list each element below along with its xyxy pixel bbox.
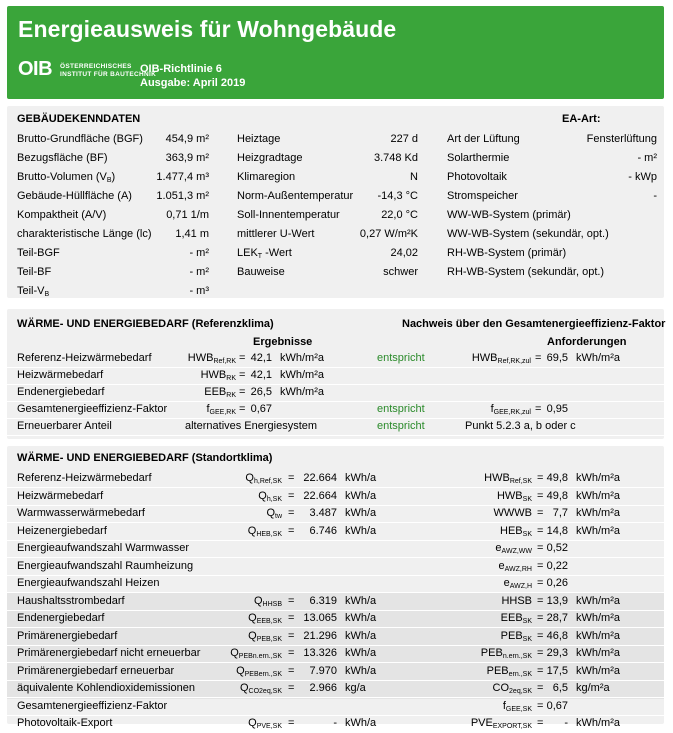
- standort-req-symbol: [501, 595, 532, 609]
- row-divider: [7, 627, 664, 628]
- richtlinie-label: OIB-Richtlinie 6: [140, 63, 222, 75]
- row-divider: [7, 645, 664, 646]
- kenndaten-label-base: LEK: [237, 247, 258, 259]
- standort-row-value: 6.319: [309, 594, 337, 607]
- kenndaten-value: 1,41 m: [175, 228, 209, 240]
- kenndaten-label: Teil-BF: [17, 266, 52, 278]
- standort-row-value: 13.065: [303, 612, 337, 624]
- standort-row-eq: =: [288, 489, 295, 502]
- standort-req-symbol-sub: SK: [522, 618, 532, 625]
- standort-req-unit: kWh/m²a: [576, 612, 620, 624]
- standort-row-label: Heizwärmebedarf: [17, 489, 104, 502]
- kenndaten-value: -14,3 °C: [377, 190, 418, 202]
- standort-req-eq: =: [537, 647, 544, 659]
- kenndaten-value: 3.748 Kd: [373, 152, 418, 164]
- standort-row-eq: =: [288, 647, 295, 659]
- standort-req-symbol-base: f: [502, 699, 506, 712]
- standort-row-symbol: [236, 665, 282, 679]
- standort-req-value: 0,52: [546, 542, 568, 554]
- kenndaten-label: Stromspeicher: [447, 190, 518, 202]
- kenndaten-label: Norm-Außentemperatur: [237, 190, 354, 202]
- gebaeudekenndaten-panel: [7, 106, 664, 298]
- standort-req-symbol: [497, 490, 532, 504]
- referenz-row-unit: kWh/m²a: [280, 369, 324, 381]
- standort-req-eq: =: [537, 524, 544, 537]
- referenz-row-label: Gesamtenergieeffizienz-Faktor: [17, 403, 168, 415]
- row-divider: [7, 680, 664, 681]
- kenndaten-label-sub: B: [106, 177, 112, 184]
- kenndaten-label-post: -Wert: [262, 247, 292, 259]
- nachweis-heading: Nachweis über den Gesamtenergieeffizienz-Faktor: [402, 318, 666, 330]
- standort-row-symbol: [248, 717, 282, 731]
- referenz-req-symbol-base: HWB: [471, 352, 498, 364]
- standort-row-unit: kWh/a: [345, 612, 377, 624]
- standort-req-value: 0,26: [546, 577, 568, 589]
- kenndaten-value: 0,71 1/m: [166, 209, 209, 221]
- standort-req-value: 7,7: [552, 507, 568, 519]
- standort-req-symbol-base: HWB: [496, 489, 523, 502]
- standort-row-label: Energieaufwandszahl Heizen: [17, 577, 160, 589]
- standort-row-symbol-sub: PEBn.ern.,SK: [238, 653, 282, 660]
- standort-row-symbol-sub: h,Ref,SK: [253, 478, 282, 485]
- standort-req-symbol-base: e: [495, 542, 502, 554]
- standort-req-symbol-base: e: [503, 577, 510, 589]
- standort-row-label: Photovoltaik-Export: [17, 717, 113, 729]
- kenndaten-heading: GEBÄUDEKENNDATEN: [17, 113, 141, 125]
- standort-req-unit: kWh/m²a: [576, 524, 620, 537]
- kenndaten-value: 0,27 W/m²K: [359, 228, 418, 240]
- standort-req-value: 46,8: [546, 629, 568, 642]
- referenz-row-symbol: [201, 369, 236, 383]
- standort-row-symbol: [254, 595, 282, 609]
- standort-req-eq: =: [537, 682, 544, 694]
- standort-req-eq: =: [537, 472, 544, 484]
- standort-req-symbol: [503, 700, 532, 714]
- referenz-req-symbol: [472, 352, 531, 366]
- standort-req-eq: =: [537, 629, 544, 642]
- standort-row-symbol-base: Q: [248, 717, 257, 729]
- standort-row-symbol-base: Q: [230, 647, 239, 659]
- standort-req-symbol-sub: AWZ,WW: [501, 548, 532, 555]
- standort-row-label: Heizenergiebedarf: [17, 524, 107, 537]
- referenz-row-symbol: [206, 403, 236, 417]
- kenndaten-value: N: [410, 171, 418, 183]
- referenz-req-symbol-base: f: [490, 403, 494, 415]
- standort-req-symbol: [499, 560, 532, 574]
- standort-req-symbol-sub: Ref,SK: [509, 478, 532, 485]
- row-divider: [7, 592, 664, 593]
- referenz-row-label: Heizwärmebedarf: [17, 369, 104, 381]
- standort-row-symbol-base: Q: [248, 612, 257, 624]
- standort-row-eq: =: [288, 664, 295, 677]
- standort-req-eq: =: [537, 489, 544, 502]
- referenz-req-symbol: [491, 403, 531, 417]
- standort-req-eq: =: [537, 717, 544, 729]
- standort-req-unit: kWh/m²a: [576, 647, 620, 659]
- standort-heading: WÄRME- UND ENERGIEBEDARF (Standortklima): [17, 452, 273, 464]
- kenndaten-value: -: [653, 190, 657, 202]
- kenndaten-value: 1.051,3 m²: [156, 190, 209, 202]
- ergebnisse-heading: Ergebnisse: [253, 336, 313, 348]
- standort-row-label: Referenz-Heizwärmebedarf: [17, 472, 152, 484]
- standort-row-value: 3.487: [309, 507, 337, 519]
- referenz-row-value: 42,1: [250, 352, 272, 364]
- standort-row-symbol-sub: PVE,SK: [256, 723, 282, 730]
- standort-row-symbol: [258, 490, 282, 504]
- standort-req-eq: =: [537, 507, 544, 519]
- referenz-row-status: entspricht: [377, 403, 425, 415]
- kenndaten-label: charakteristische Länge (lc): [17, 228, 152, 240]
- standort-row-value: 13.326: [303, 647, 337, 659]
- referenz-req-symbol-sub: GEE,RK,zul: [493, 409, 531, 416]
- standort-row-label: Energieaufwandszahl Raumheizung: [17, 559, 194, 572]
- standort-row-symbol-sub: HHSB: [262, 600, 282, 608]
- standort-row-label: äquivalente Kohlendioxidemissionen: [17, 682, 195, 694]
- standort-req-value: -: [564, 717, 568, 729]
- standort-row-value: 21.296: [303, 629, 337, 642]
- standort-req-symbol-base: WWWB: [493, 507, 532, 519]
- standort-req-symbol: [501, 630, 532, 644]
- referenz-req-value: 69,5: [546, 352, 568, 364]
- standort-row-symbol-sub: PEBern.,SK: [244, 670, 282, 678]
- standort-req-symbol-sub: SK: [522, 635, 532, 643]
- standort-row-symbol-base: Q: [253, 594, 263, 607]
- kenndaten-label: WW-WB-System (sekundär, opt.): [447, 228, 609, 240]
- kenndaten-label: Art der Lüftung: [447, 133, 520, 145]
- standort-row-eq: =: [288, 507, 295, 519]
- referenz-row-symbol: [188, 352, 236, 366]
- kenndaten-label: [237, 247, 292, 261]
- standort-row-symbol-sub: h,SK: [266, 495, 282, 503]
- standort-row-value: 22.664: [303, 472, 337, 484]
- ea-art-label: EA-Art:: [562, 113, 601, 125]
- standort-req-unit: kWh/m²a: [576, 507, 620, 519]
- standort-row-label: Haushaltsstrombedarf: [17, 594, 125, 607]
- standort-row-symbol-base: Q: [239, 682, 249, 694]
- row-divider: [7, 540, 664, 541]
- referenz-row-symbol-base: f: [206, 403, 210, 415]
- standort-req-value: 0,67: [546, 699, 568, 712]
- standort-row-unit: kWh/a: [345, 507, 377, 519]
- standort-row-label: Gesamtenergieeffizienz-Faktor: [17, 699, 168, 712]
- anforderungen-heading: Anforderungen: [547, 336, 627, 348]
- referenz-row-symbol-base: HWB: [187, 352, 214, 364]
- standort-req-unit: kWh/m²a: [576, 472, 620, 484]
- standort-row-symbol-sub: PEB,SK: [256, 635, 282, 643]
- standort-row-symbol-sub: tw: [275, 513, 282, 520]
- standort-req-symbol-base: PVE: [470, 717, 493, 729]
- standort-req-symbol-base: PEB: [480, 647, 503, 659]
- standort-row-unit: kWh/a: [345, 664, 377, 677]
- kenndaten-value: 24,02: [390, 247, 418, 259]
- referenz-row-symbol-base: HWB: [200, 369, 227, 381]
- kenndaten-label-sub: B: [44, 291, 50, 298]
- oib-logo-sub1: ÖSTERREICHISCHES: [60, 63, 132, 70]
- kenndaten-label-base: Brutto-Volumen (V: [17, 171, 107, 183]
- standort-req-symbol-sub: SK: [522, 495, 532, 503]
- kenndaten-value: - m²: [189, 247, 209, 259]
- row-divider: [7, 575, 664, 576]
- standort-row-unit: kWh/a: [345, 647, 377, 659]
- referenz-row-eq: =: [239, 369, 246, 381]
- referenz-req-eq: =: [535, 403, 542, 415]
- standort-req-value: 29,3: [546, 647, 568, 659]
- standort-row-symbol-sub: CO2eq,SK: [248, 688, 282, 695]
- row-divider: [7, 715, 664, 716]
- referenz-row-unit: kWh/m²a: [280, 386, 324, 398]
- referenz-row-symbol-sub: RK: [226, 375, 236, 382]
- standort-req-symbol: [501, 612, 532, 626]
- kenndaten-value: - kWp: [628, 171, 657, 183]
- kenndaten-label: Photovoltaik: [447, 171, 507, 183]
- erneuerbar-req: Punkt 5.2.3 a, b oder c: [465, 420, 576, 432]
- standort-req-unit: kWh/m²a: [576, 629, 620, 642]
- oib-logo-text: OIB: [18, 58, 53, 80]
- page-title: Energieausweis für Wohngebäude: [18, 16, 397, 42]
- standort-row-eq: =: [288, 717, 295, 729]
- standort-req-symbol: [481, 647, 532, 661]
- row-divider: [7, 418, 664, 419]
- standort-row-label: Primärenergiebedarf nicht erneuerbar: [17, 647, 201, 659]
- standort-row-symbol-sub: EEB,SK: [256, 618, 282, 625]
- standort-row-unit: kg/a: [345, 682, 366, 694]
- referenz-req-eq: =: [535, 352, 542, 364]
- standort-req-symbol-base: PEB: [500, 629, 523, 642]
- standort-req-unit: kg/m²a: [576, 682, 610, 694]
- row-divider: [7, 557, 664, 558]
- referenz-row-value: 26,5: [250, 386, 272, 398]
- standort-req-value: 13,9: [546, 594, 568, 607]
- standort-req-symbol-sub: ern.,SK: [508, 670, 532, 678]
- standort-row-unit: kWh/a: [345, 472, 377, 484]
- standort-row-symbol-base: Q: [247, 524, 257, 537]
- standort-req-symbol-sub: SK: [522, 530, 532, 538]
- standort-row-symbol-base: Q: [248, 629, 257, 642]
- kenndaten-label: [17, 171, 115, 185]
- referenz-row-value: 0,67: [250, 403, 272, 415]
- row-divider: [7, 662, 664, 663]
- referenz-req-value: 0,95: [546, 403, 568, 415]
- referenz-row-eq: =: [239, 386, 246, 398]
- referenz-req-symbol-sub: Ref,RK,zul: [497, 358, 531, 365]
- standort-row-eq: =: [288, 472, 295, 484]
- kenndaten-value: Fensterlüftung: [586, 133, 657, 145]
- kenndaten-label: RH-WB-System (sekundär, opt.): [447, 266, 605, 278]
- standort-req-symbol: [493, 682, 532, 696]
- standort-row-eq: =: [288, 682, 295, 694]
- referenz-row-unit: kWh/m²a: [280, 352, 324, 364]
- standort-req-eq: =: [537, 542, 544, 554]
- standort-row-unit: kWh/a: [345, 629, 377, 642]
- standort-row-value: 6.746: [309, 524, 337, 537]
- standortklima-panel: [7, 446, 664, 730]
- standort-row-eq: =: [288, 612, 295, 624]
- header-banner: [7, 6, 664, 99]
- kenndaten-value: - m²: [637, 152, 657, 164]
- standort-req-value: 14,8: [546, 524, 568, 537]
- standort-row-symbol-base: Q: [236, 664, 245, 677]
- standort-req-symbol-base: PEB: [486, 664, 509, 677]
- standort-row-value: 22.664: [303, 489, 337, 502]
- kenndaten-label: [17, 285, 49, 299]
- standort-row-value: 7.970: [309, 664, 337, 677]
- standort-row-unit: kWh/a: [345, 524, 377, 537]
- kenndaten-label-base: Teil-V: [17, 285, 45, 297]
- standort-req-symbol: [500, 525, 532, 539]
- standort-req-eq: =: [537, 577, 544, 589]
- kenndaten-label: Teil-BGF: [17, 247, 60, 259]
- standort-row-unit: kWh/a: [345, 489, 377, 502]
- kenndaten-label: Heizgradtage: [237, 152, 303, 164]
- standort-req-symbol-base: EEB: [500, 612, 523, 624]
- standort-row-symbol-sub: HEB,SK: [256, 530, 282, 538]
- standort-req-unit: kWh/m²a: [576, 717, 620, 729]
- standort-row-eq: =: [288, 629, 295, 642]
- kenndaten-label: Bezugsfläche (BF): [17, 152, 108, 164]
- kenndaten-label: RH-WB-System (primär): [447, 247, 567, 259]
- referenz-row-label: Endenergiebedarf: [17, 386, 105, 398]
- standort-row-label: Warmwasserwärmebedarf: [17, 507, 145, 519]
- standort-row-value: 2.966: [309, 682, 337, 694]
- standort-req-symbol: [504, 577, 532, 591]
- standort-row-symbol: [248, 525, 282, 539]
- standort-row-value: -: [333, 717, 337, 729]
- standort-req-symbol: [495, 542, 532, 556]
- standort-req-value: 28,7: [546, 612, 568, 624]
- standort-req-eq: =: [537, 699, 544, 712]
- row-divider: [7, 401, 664, 402]
- standort-req-symbol: [471, 717, 532, 731]
- standort-row-unit: kWh/a: [345, 717, 377, 729]
- standort-req-symbol-base: HEB: [500, 524, 523, 537]
- standort-row-symbol: [240, 682, 282, 696]
- row-divider: [7, 505, 664, 506]
- kenndaten-label: Gebäude-Hüllfläche (A): [17, 190, 132, 202]
- standort-row-symbol: [266, 507, 282, 521]
- standort-req-symbol-base: e: [498, 559, 505, 572]
- standort-row-label: Energieaufwandszahl Warmwasser: [17, 542, 189, 554]
- kenndaten-label: Soll-Innentemperatur: [237, 209, 340, 221]
- referenz-row-symbol: [204, 386, 236, 400]
- standort-req-symbol-sub: n.ern.,SK: [502, 653, 532, 660]
- standort-row-symbol-base: Q: [245, 472, 254, 484]
- kenndaten-label-sub: T: [257, 253, 263, 260]
- referenz-row-eq: =: [239, 352, 246, 364]
- row-divider: [7, 522, 664, 523]
- standort-row-symbol-base: Q: [266, 507, 275, 519]
- standort-row-eq: =: [288, 594, 295, 607]
- oib-logo-sub2: INSTITUT FÜR BAUTECHNIK: [60, 71, 157, 78]
- standort-req-value: 17,5: [546, 664, 568, 677]
- row-divider: [7, 487, 664, 488]
- standort-req-symbol-sub: 2eq,SK: [509, 688, 532, 695]
- kenndaten-label: Solarthermie: [447, 152, 510, 164]
- standort-req-unit: kWh/m²a: [576, 664, 620, 677]
- standort-req-symbol: [484, 472, 532, 486]
- standort-req-value: 6,5: [552, 682, 568, 694]
- standort-row-symbol: [248, 612, 282, 626]
- standort-req-symbol-base: HHSB: [501, 594, 532, 607]
- standort-row-label: Endenergiebedarf: [17, 612, 105, 624]
- referenz-row-status: entspricht: [377, 352, 425, 364]
- referenzklima-panel: [7, 309, 664, 439]
- standort-row-symbol-base: Q: [258, 489, 267, 502]
- standort-req-symbol-base: HWB: [484, 472, 510, 484]
- standort-row-symbol: [248, 630, 282, 644]
- erneuerbar-status: entspricht: [377, 420, 425, 432]
- standort-row-label: Primärenergiebedarf erneuerbar: [17, 664, 175, 677]
- kenndaten-label: Kompaktheit (A/V): [17, 209, 107, 221]
- referenz-row-symbol-sub: RK: [226, 392, 236, 399]
- referenz-row-label: Referenz-Heizwärmebedarf: [17, 352, 152, 364]
- standort-req-symbol: [494, 507, 532, 521]
- referenz-row-symbol-sub: GEE,RK: [209, 409, 236, 416]
- row-divider: [7, 435, 664, 436]
- standort-req-value: 49,8: [546, 489, 568, 502]
- row-divider: [7, 697, 664, 698]
- standort-row-label: Primärenergiebedarf: [17, 629, 118, 642]
- erneuerbar-text: alternatives Energiesystem: [185, 420, 318, 432]
- kenndaten-value: 363,9 m²: [165, 152, 209, 164]
- kenndaten-label: Bauweise: [237, 266, 285, 278]
- standort-req-symbol-sub: AWZ,H: [509, 583, 532, 590]
- standort-req-eq: =: [537, 664, 544, 677]
- kenndaten-label: Klimaregion: [237, 171, 296, 183]
- kenndaten-label: Brutto-Grundfläche (BGF): [17, 133, 143, 145]
- kenndaten-value: - m²: [189, 266, 209, 278]
- standort-req-value: 49,8: [546, 472, 568, 484]
- kenndaten-value: 22,0 °C: [381, 209, 418, 221]
- ausgabe-label: Ausgabe: April 2019: [140, 77, 246, 89]
- standort-req-eq: =: [537, 594, 544, 607]
- standort-req-eq: =: [537, 559, 544, 572]
- referenz-row-value: 42,1: [250, 369, 272, 381]
- referenz-heading: WÄRME- UND ENERGIEBEDARF (Referenzklima): [17, 318, 274, 330]
- erneuerbar-label: Erneuerbarer Anteil: [17, 420, 112, 432]
- kenndaten-value: - m³: [189, 285, 209, 297]
- referenz-req-unit: kWh/m²a: [576, 352, 620, 364]
- standort-req-unit: kWh/m²a: [576, 489, 620, 502]
- standort-row-eq: =: [288, 524, 295, 537]
- standort-req-symbol-base: CO: [492, 682, 510, 694]
- referenz-row-symbol-sub: Ref,RK: [213, 358, 236, 365]
- kenndaten-value: 1.477,4 m³: [156, 171, 209, 183]
- kenndaten-label: WW-WB-System (primär): [447, 209, 571, 221]
- kenndaten-value: 454,9 m²: [165, 133, 209, 145]
- row-divider: [7, 384, 664, 385]
- standort-row-symbol: [230, 647, 282, 661]
- standort-req-symbol: [487, 665, 532, 679]
- kenndaten-label: mittlerer U-Wert: [237, 228, 315, 240]
- standort-req-symbol-sub: GEE,SK: [505, 705, 532, 713]
- kenndaten-label-post: ): [111, 171, 116, 183]
- kenndaten-label: Heiztage: [237, 133, 281, 145]
- standort-req-symbol-sub: AWZ,RH: [504, 565, 532, 573]
- standort-row-unit: kWh/a: [345, 594, 377, 607]
- kenndaten-value: schwer: [383, 266, 418, 278]
- standort-row-symbol: [245, 472, 282, 486]
- standort-req-unit: kWh/m²a: [576, 594, 620, 607]
- standort-req-symbol-sub: EXPORT,SK: [492, 723, 532, 730]
- standort-req-value: 0,22: [546, 559, 568, 572]
- referenz-row-eq: =: [239, 403, 246, 415]
- referenz-row-symbol-base: EEB: [204, 386, 227, 398]
- kenndaten-value: 227 d: [390, 133, 418, 145]
- row-divider: [7, 367, 664, 368]
- standort-req-eq: =: [537, 612, 544, 624]
- row-divider: [7, 610, 664, 611]
